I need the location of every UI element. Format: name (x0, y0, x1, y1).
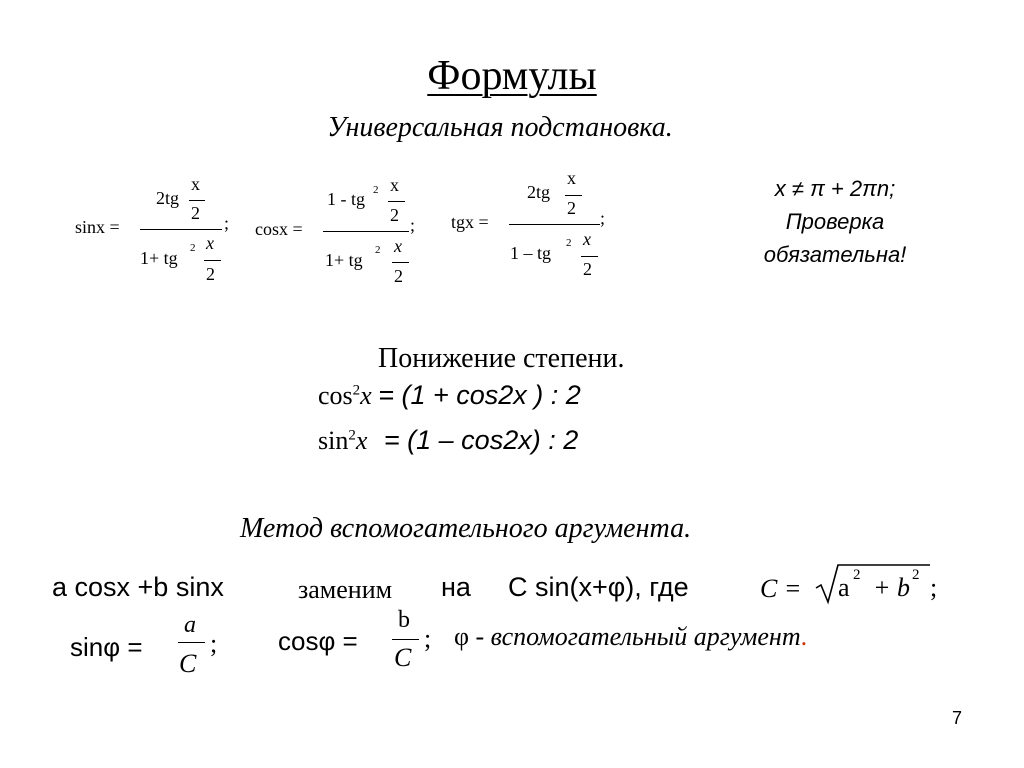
tgx-num-coef: 2tg (527, 182, 551, 202)
section-power-reduction: Понижение степени. (378, 343, 625, 374)
sinx-num-half-den: 2 (191, 203, 200, 223)
cos-phi-end: ; (424, 624, 432, 653)
section-universal-substitution: Универсальная подстановка. (327, 112, 673, 143)
sin-phi-end: ; (210, 629, 218, 658)
cosx-den-exp: 2 (375, 244, 381, 256)
sin-phi-lhs: sinφ = (70, 632, 143, 662)
cos2-lhs-var: x (360, 381, 372, 410)
cos2-rhs: = (1 + cos2x ) : 2 (378, 380, 581, 410)
cosx-den-half-den: 2 (394, 266, 403, 286)
tgx-end: ; (600, 208, 606, 228)
cosx-num-half-bar (388, 201, 405, 202)
tgx-lhs: tgx = (451, 212, 489, 232)
sinx-num-coef: 2tg (156, 188, 180, 208)
cosx-den-half-bar (392, 262, 409, 263)
tgx-den-half-bar (581, 256, 598, 257)
cosx-num-half-num: x (390, 175, 399, 195)
sinx-main-bar (140, 229, 222, 230)
c-def-lhs: C = (760, 574, 802, 603)
page-number: 7 (952, 708, 963, 728)
c-def-a-exp: 2 (853, 567, 861, 583)
aux-replace-word: заменим (298, 575, 393, 604)
aux-expression: a cosx +b sinx (52, 572, 224, 602)
slide-title: Формулы (427, 53, 597, 99)
phi-symbol: φ - (454, 622, 485, 651)
cosx-den-half-num: x (394, 236, 402, 256)
c-def-a: a (838, 573, 850, 602)
tgx-den-half-num: x (583, 229, 591, 249)
sin2-lhs-base: sin (318, 426, 349, 455)
condition-note (720, 172, 950, 271)
aux-replacement: C sin(x+φ), где (508, 572, 689, 602)
sin-phi-num: a (184, 612, 196, 638)
condition-note-line2: Проверка (785, 209, 885, 234)
cosx-lhs: cosx = (255, 219, 303, 239)
sin-phi-den: C (179, 649, 197, 678)
tgx-num-half-num: x (567, 168, 576, 188)
sin2-rhs: = (1 – cos2x) : 2 (383, 425, 579, 455)
cosx-main-bar (323, 231, 409, 232)
condition-note-line3: обязательна! (763, 242, 907, 267)
condition-note-line1: x ≠ π + 2πn; (774, 176, 896, 201)
cos2-lhs-base: cos (318, 381, 353, 410)
sin2-lhs-exp: 2 (348, 427, 356, 444)
cos-phi-num: b (398, 607, 410, 633)
phi-description (454, 622, 807, 652)
sinx-lhs: sinx = (75, 217, 120, 237)
sinx-num-half-bar (189, 200, 205, 201)
sin2-lhs-var: x (355, 426, 368, 455)
cosx-num-half-den: 2 (390, 205, 399, 225)
sinx-end: ; (224, 213, 230, 233)
tgx-num-half-den: 2 (567, 198, 576, 218)
aux-on-word: на (441, 572, 471, 602)
c-def-b-exp: 2 (912, 567, 920, 583)
tgx-den-half-den: 2 (583, 259, 592, 279)
formula-sin-squared (318, 425, 578, 456)
c-def-end: ; (930, 573, 938, 602)
sinx-den-start: 1+ tg (140, 248, 178, 268)
sinx-den-exp: 2 (190, 242, 196, 254)
tgx-num-half-bar (565, 195, 582, 196)
sinx-num-half-num: x (191, 174, 200, 194)
cosx-den-start: 1+ tg (325, 250, 363, 270)
section-auxiliary-argument: Метод вспомогательного аргумента. (240, 513, 692, 544)
sinx-den-half-bar (204, 260, 221, 261)
sinx-den-half-num: x (206, 233, 214, 253)
cos-phi-den: C (394, 643, 412, 672)
cos2-lhs-exp: 2 (352, 382, 361, 399)
sinx-den-half-den: 2 (206, 264, 215, 284)
cos-phi-lhs: cosφ = (278, 626, 358, 656)
phi-dot: . (800, 622, 808, 651)
tgx-den-exp: 2 (566, 237, 572, 249)
tgx-den-start: 1 – tg (510, 243, 552, 263)
cosx-num-exp: 2 (373, 184, 379, 196)
sin-phi-bar (178, 642, 205, 643)
cosx-end: ; (410, 215, 416, 235)
formula-cos-squared (318, 380, 581, 411)
tgx-main-bar (509, 224, 600, 225)
phi-text: вспомогательный аргумент (490, 622, 801, 651)
c-def-plus-b: + b (873, 573, 911, 602)
cosx-num-start: 1 - tg (327, 189, 365, 209)
cos-phi-bar (392, 639, 419, 640)
